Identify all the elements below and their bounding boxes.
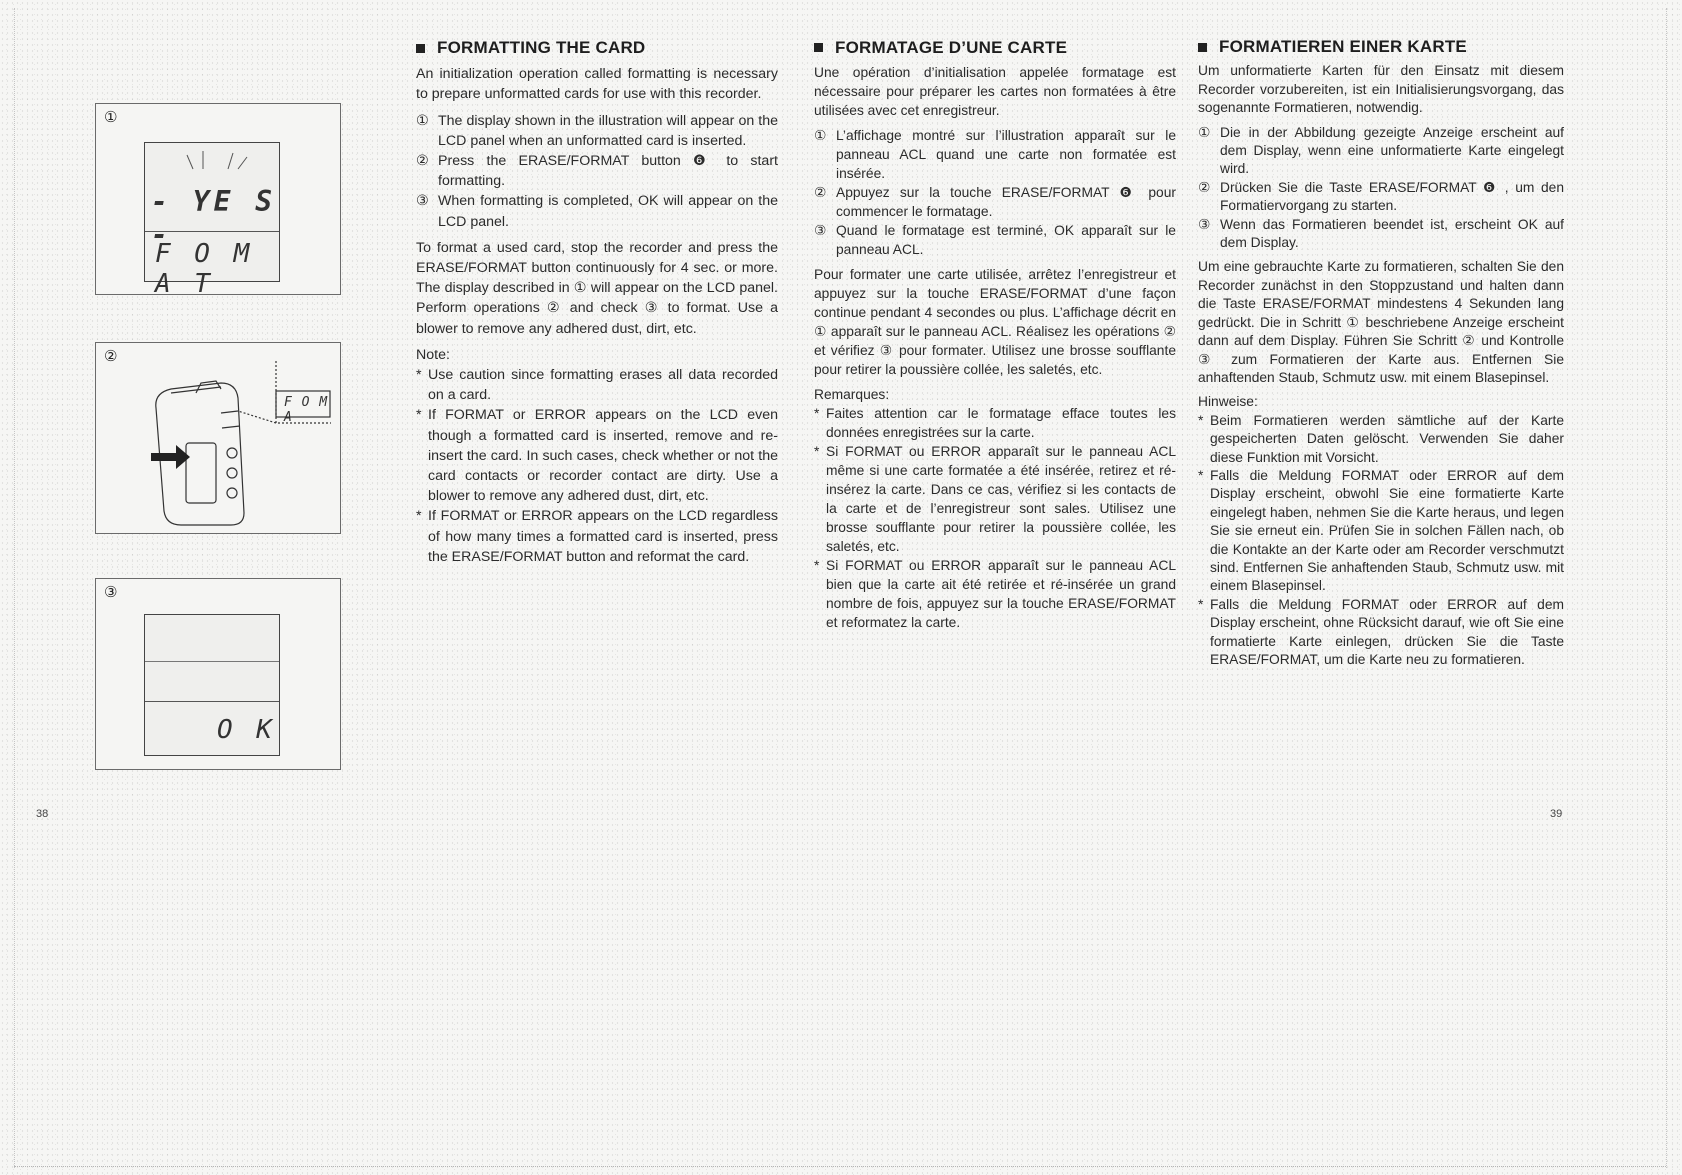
bottom-border: [14, 1166, 1666, 1167]
step-item: [416, 191, 778, 231]
step-item: [1198, 216, 1564, 253]
figure-1-label: ①: [104, 109, 118, 126]
english-title-text: FORMATTING THE CARD: [437, 38, 646, 57]
step-item: [1198, 124, 1564, 179]
lcd-format-text: F O M A T: [155, 239, 254, 299]
step-number: ①: [1198, 124, 1211, 140]
french-title: [814, 38, 1176, 57]
french-column: [814, 38, 1176, 632]
lcd-divider: [145, 231, 279, 232]
english-note-label: Note:: [416, 346, 450, 363]
square-bullet-icon: [1198, 43, 1207, 52]
step-item: [814, 126, 1176, 183]
french-steps: [814, 126, 1176, 259]
note-text: Si FORMAT ou ERROR apparaît sur le panneau ACL bien que la carte ait été retirée et ré-insérée un grand nombre de fois, appuyez sur la touche ERASE/FORMAT et reformatez la carte.: [826, 558, 1176, 630]
lcd-divider: [145, 701, 279, 702]
note-item: * Falls die Meldung FORMAT oder ERROR auf dem Display erscheint, obwohl Sie eine formatierte Karte eingelegt haben, nehmen Sie die Karte heraus, und legen Sie sie erneut ein. Prüfen Sie in solchen Fällen nach, ob die Kontakte an der Karte oder am Recorder verschmutzt sind. Entfernen Sie anhaftenden Staub, Schmutz usw. mit einem Blasepinsel.: [1198, 467, 1564, 596]
german-intro: Um unformatierte Karten für den Einsatz mit diesem Recorder vorzubereiten, ist ein Initialisierungsvorgang, das sogenannte Formatieren, notwendig.: [1198, 63, 1564, 116]
step-text: Press the ERASE/FORMAT button ❻ to start formatting.: [438, 153, 778, 190]
lcd-ok-text: O K: [217, 715, 276, 745]
german-used-card: Um eine gebrauchte Karte zu formatieren, schalten Sie den Recorder zunächst in den Stoppzustand und halten dann die Taste ERASE/FORMAT mindestens 4 Sekunden lang gedrückt. Die in Schritt ① beschriebene Anzeige erscheint dann auf dem Display. Führen Sie Schritt ② und Kontrolle ③ zum Formatieren der Karte aus. Entfernen Sie anhaftenden Staub, Schmutz usw. mit einem Blasepinsel.: [1198, 259, 1564, 385]
german-notes: [1198, 412, 1564, 670]
note-text: Falls die Meldung FORMAT oder ERROR auf dem Display erscheint, obwohl Sie eine formatierte Karte eingelegt haben, nehmen Sie die Karte heraus, und legen Sie sie erneut ein. Prüfen Sie in solchen Fällen nach, ob die Kontakte an der Karte oder am Recorder verschmutzt sind. Entfernen Sie anhaftenden Staub, Schmutz usw. mit einem Blasepinsel.: [1210, 467, 1564, 594]
figure-2: [95, 342, 341, 534]
english-intro: An initialization operation called formatting is necessary to prepare unformatted cards for use with this recorder.: [416, 66, 778, 103]
german-column: [1198, 38, 1564, 669]
page-number-right: 39: [1550, 808, 1563, 820]
step-item: [814, 221, 1176, 259]
step-number: ②: [416, 153, 429, 170]
french-note-label: Remarques:: [814, 387, 890, 402]
step-number: ③: [1198, 216, 1211, 232]
english-title: [416, 38, 778, 58]
square-bullet-icon: [416, 44, 425, 53]
step-number: ①: [814, 128, 827, 143]
step-number: ①: [416, 112, 429, 129]
note-item: * Si FORMAT ou ERROR apparaît sur le panneau ACL bien que la carte ait été retirée et ré-insérée un grand nombre de fois, appuyez sur la touche ERASE/FORMAT et reformatez la carte.: [814, 558, 1176, 630]
step-number: ③: [416, 193, 429, 210]
step-text: Quand le formatage est terminé, OK apparaît sur le panneau ACL.: [836, 223, 1176, 257]
step-number: ③: [814, 223, 827, 238]
step-item: [416, 111, 778, 151]
note-item: * Beim Formatieren werden sämtliche auf der Karte gespeicherten Daten gelöscht. Verwenden Sie daher diese Funktion mit Vorsicht.: [1198, 412, 1564, 467]
step-text: The display shown in the illustration will appear on the LCD panel when an unformatted card is inserted.: [438, 112, 778, 149]
note-text: Si FORMAT ou ERROR apparaît sur le panneau ACL même si une carte formatée a été insérée, retirez et ré-insérez la carte. Dans ce cas, vérifiez si les contacts de la carte et de l’enregistreur sont sales. Utilisez une brosse soufflante pour retirer la poussière collée, les saletés, etc.: [826, 444, 1176, 554]
figure-1: [95, 103, 341, 299]
note-text: Beim Formatieren werden sämtliche auf der Karte gespeicherten Daten gelöscht. Verwenden Sie daher diese Funktion mit Vorsicht.: [1210, 412, 1564, 465]
french-notes: [814, 404, 1176, 632]
blink-rays-icon: [173, 147, 253, 173]
page-number-left: 38: [36, 808, 49, 820]
left-border: [14, 8, 15, 1168]
step-text: Appuyez sur la touche ERASE/FORMAT ❻ pour commencer le formatage.: [836, 185, 1176, 219]
english-steps: [416, 111, 778, 232]
note-text: If FORMAT or ERROR appears on the LCD even though a formatted card is inserted, remove and re-insert the card. In such cases, check whether or not the card contacts or recorder contact are dirty. Use a blower to remove any adhered dust, dirt, etc.: [428, 407, 778, 505]
note-text: Faites attention car le formatage efface toutes les données enregistrées sur la carte.: [826, 406, 1176, 440]
note-item: * Si FORMAT ou ERROR apparaît sur le panneau ACL même si une carte formatée a été insérée, retirez et ré-insérez la carte. Dans ce cas, vérifiez si les contacts de la carte et de l’enregistreur sont sales. Utilisez une brosse soufflante pour retirer la poussière collée, les saletés, etc.: [814, 444, 1176, 554]
figure-1-lcd: [144, 142, 280, 299]
note-item: * Use caution since formatting erases all data recorded on a card.: [416, 365, 778, 405]
figure-3-lcd: [144, 614, 280, 756]
note-item: * If FORMAT or ERROR appears on the LCD even though a formatted card is inserted, remove and re-insert the card. In such cases, check whether or not the card contacts or recorder contact are dirty. Use a blower to remove any adhered dust, dirt, etc.: [416, 405, 778, 506]
step-number: ②: [814, 185, 827, 200]
step-item: [416, 151, 778, 191]
step-text: Die in der Abbildung gezeigte Anzeige erscheint auf dem Display, wenn eine unformatierte Karte eingelegt wird.: [1220, 124, 1564, 177]
right-border: [1666, 8, 1667, 1168]
step-number: ②: [1198, 179, 1211, 195]
note-text: Falls die Meldung FORMAT oder ERROR auf dem Display erscheint, ohne Rücksicht darauf, wie oft Sie eine formatierte Karte einlegen, drücken Sie die Taste ERASE/FORMAT, um die Karte neu zu formatieren.: [1210, 596, 1564, 667]
step-text: When formatting is completed, OK will appear on the LCD panel.: [438, 193, 778, 230]
figure-3-label: ③: [104, 584, 118, 601]
french-intro: Une opération d’initialisation appelée formatage est nécessaire pour préparer les cartes non formatées à être utilisées avec cet enregistreur.: [814, 65, 1176, 118]
german-title-text: FORMATIEREN EINER KARTE: [1219, 37, 1467, 56]
insert-arrow-icon: [151, 445, 190, 469]
note-text: Use caution since formatting erases all data recorded on a card.: [428, 367, 778, 404]
note-item: * If FORMAT or ERROR appears on the LCD regardless of how many times a formatted card is inserted, press the ERASE/FORMAT button and reformat the card.: [416, 506, 778, 567]
note-item: * Faites attention car le formatage efface toutes les données enregistrées sur la carte.: [814, 406, 1176, 440]
step-item: [1198, 179, 1564, 216]
note-item: * Falls die Meldung FORMAT oder ERROR auf dem Display erscheint, ohne Rücksicht darauf, wie oft Sie eine formatierte Karte einlegen, drücken Sie die Taste ERASE/FORMAT, um die Karte neu zu formatieren.: [1198, 596, 1564, 670]
french-title-text: FORMATAGE D’UNE CARTE: [835, 38, 1068, 57]
step-text: Wenn das Formatieren beendet ist, erscheint OK auf dem Display.: [1220, 216, 1564, 251]
lcd-divider: [145, 661, 279, 662]
step-text: Drücken Sie die Taste ERASE/FORMAT ❻ , um den Formatiervorgang zu starten.: [1220, 179, 1564, 214]
english-column: [416, 38, 778, 567]
step-item: [814, 183, 1176, 221]
figure-2-label: ②: [104, 348, 118, 365]
english-notes: [416, 365, 778, 567]
german-steps: [1198, 124, 1564, 253]
german-title: [1198, 38, 1564, 56]
english-used-card: To format a used card, stop the recorder and press the ERASE/FORMAT button continuously for 4 sec. or more. The display described in ① will appear on the LCD panel. Perform operations ② and check ③ to format. Use a blower to remove any adhered dust, dirt, etc.: [416, 239, 778, 337]
lcd-yes-text: - YE S -: [151, 185, 277, 251]
figure-2-lcd-text: F O M A: [284, 395, 329, 425]
figure-3: [95, 578, 341, 770]
german-note-label: Hinweise:: [1198, 394, 1258, 410]
note-text: If FORMAT or ERROR appears on the LCD regardless of how many times a formatted card is inserted, press the ERASE/FORMAT button and reformat the card.: [428, 508, 778, 565]
step-text: L’affichage montré sur l’illustration apparaît sur le panneau ACL quand une carte non formatée est insérée.: [836, 128, 1176, 181]
square-bullet-icon: [814, 43, 823, 52]
recorder-illustration: [126, 353, 336, 528]
french-used-card: Pour formater une carte utilisée, arrêtez l’enregistreur et appuyez sur la touche ERASE/FORMAT d’une façon continue pendant 4 secondes ou plus. L’affichage décrit en ① apparaît sur le panneau ACL. Réalisez les opérations ② et vérifiez ③ pour formater. Utilisez une brosse soufflante pour retirer la poussière collée, les saletés, etc.: [814, 267, 1176, 377]
